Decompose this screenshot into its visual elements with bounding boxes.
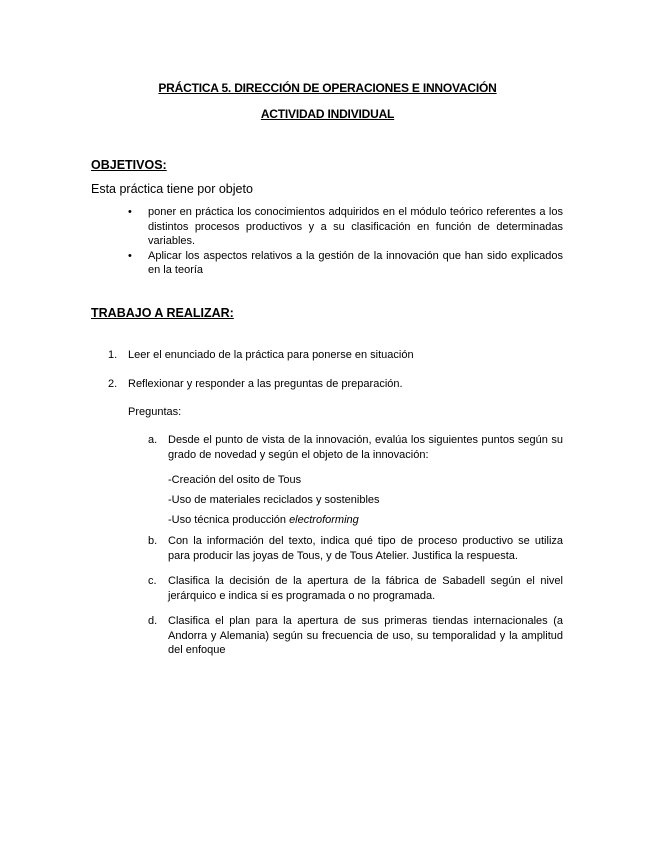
step-text: Reflexionar y responder a las preguntas de preparación. — [128, 378, 403, 390]
innovation-point — [168, 514, 359, 526]
preguntas-label: Preguntas: — [128, 406, 182, 418]
innovation-point: -Creación del osito de Tous — [168, 474, 302, 486]
question-text: Clasifica la decisión de la apertura de la fábrica de Sabadell según el nivel jerárquico e indica si es programada o no programada. — [168, 575, 563, 602]
document-subtitle: ACTIVIDAD INDIVIDUAL — [260, 107, 395, 121]
question-letter: c. — [148, 575, 157, 587]
question-item — [148, 614, 563, 658]
list-item — [91, 205, 563, 249]
question-text: Desde el punto de vista de la innovación, evalúa los siguientes puntos según su grado de novedad y según el objeto de la innovación: — [168, 434, 563, 461]
question-text: Clasifica el plan para la apertura de sus primeras tiendas internacionales (a Andorra y Alemania) según su frecuencia de uso, su temporalidad y la amplitud del enfoque — [168, 615, 563, 656]
step-number: 2. — [108, 378, 118, 390]
question-letter: b. — [148, 535, 158, 547]
objetivos-intro: Esta práctica tiene por objeto — [91, 182, 253, 196]
document-title: PRÁCTICA 5. DIRECCIÓN DE OPERACIONES E INNOVACIÓN — [158, 81, 497, 95]
objetivos-heading: OBJETIVOS: — [91, 158, 167, 172]
list-item — [91, 249, 563, 278]
question-letter: a. — [148, 434, 158, 446]
bullet-text: poner en práctica los conocimientos adquiridos en el módulo teórico referentes a los distintos procesos productivos y a su clasificación en función de determinadas variables. — [148, 206, 563, 247]
innovation-point-italic: electroforming — [289, 514, 359, 526]
question-text: Con la información del texto, indica qué tipo de proceso productivo se utiliza para producir las joyas de Tous, y de Tous Atelier. Justifica la respuesta. — [168, 535, 563, 562]
question-item — [148, 574, 563, 603]
step-text: Leer el enunciado de la práctica para ponerse en situación — [128, 349, 414, 361]
bullet-text: Aplicar los aspectos relativos a la gestión de la innovación que han sido explicados en la teoría — [148, 249, 563, 276]
innovation-point: -Uso de materiales reciclados y sostenibles — [168, 494, 380, 506]
objetivos-bullet-list — [91, 205, 563, 278]
bullet-icon: • — [128, 206, 132, 218]
trabajo-heading: TRABAJO A REALIZAR: — [91, 306, 234, 320]
step-number: 1. — [108, 349, 118, 361]
question-letter: d. — [148, 615, 158, 627]
question-item — [148, 433, 563, 462]
bullet-icon: • — [128, 249, 132, 262]
question-item — [148, 534, 563, 563]
innovation-point-text: -Uso técnica producción — [168, 514, 290, 526]
